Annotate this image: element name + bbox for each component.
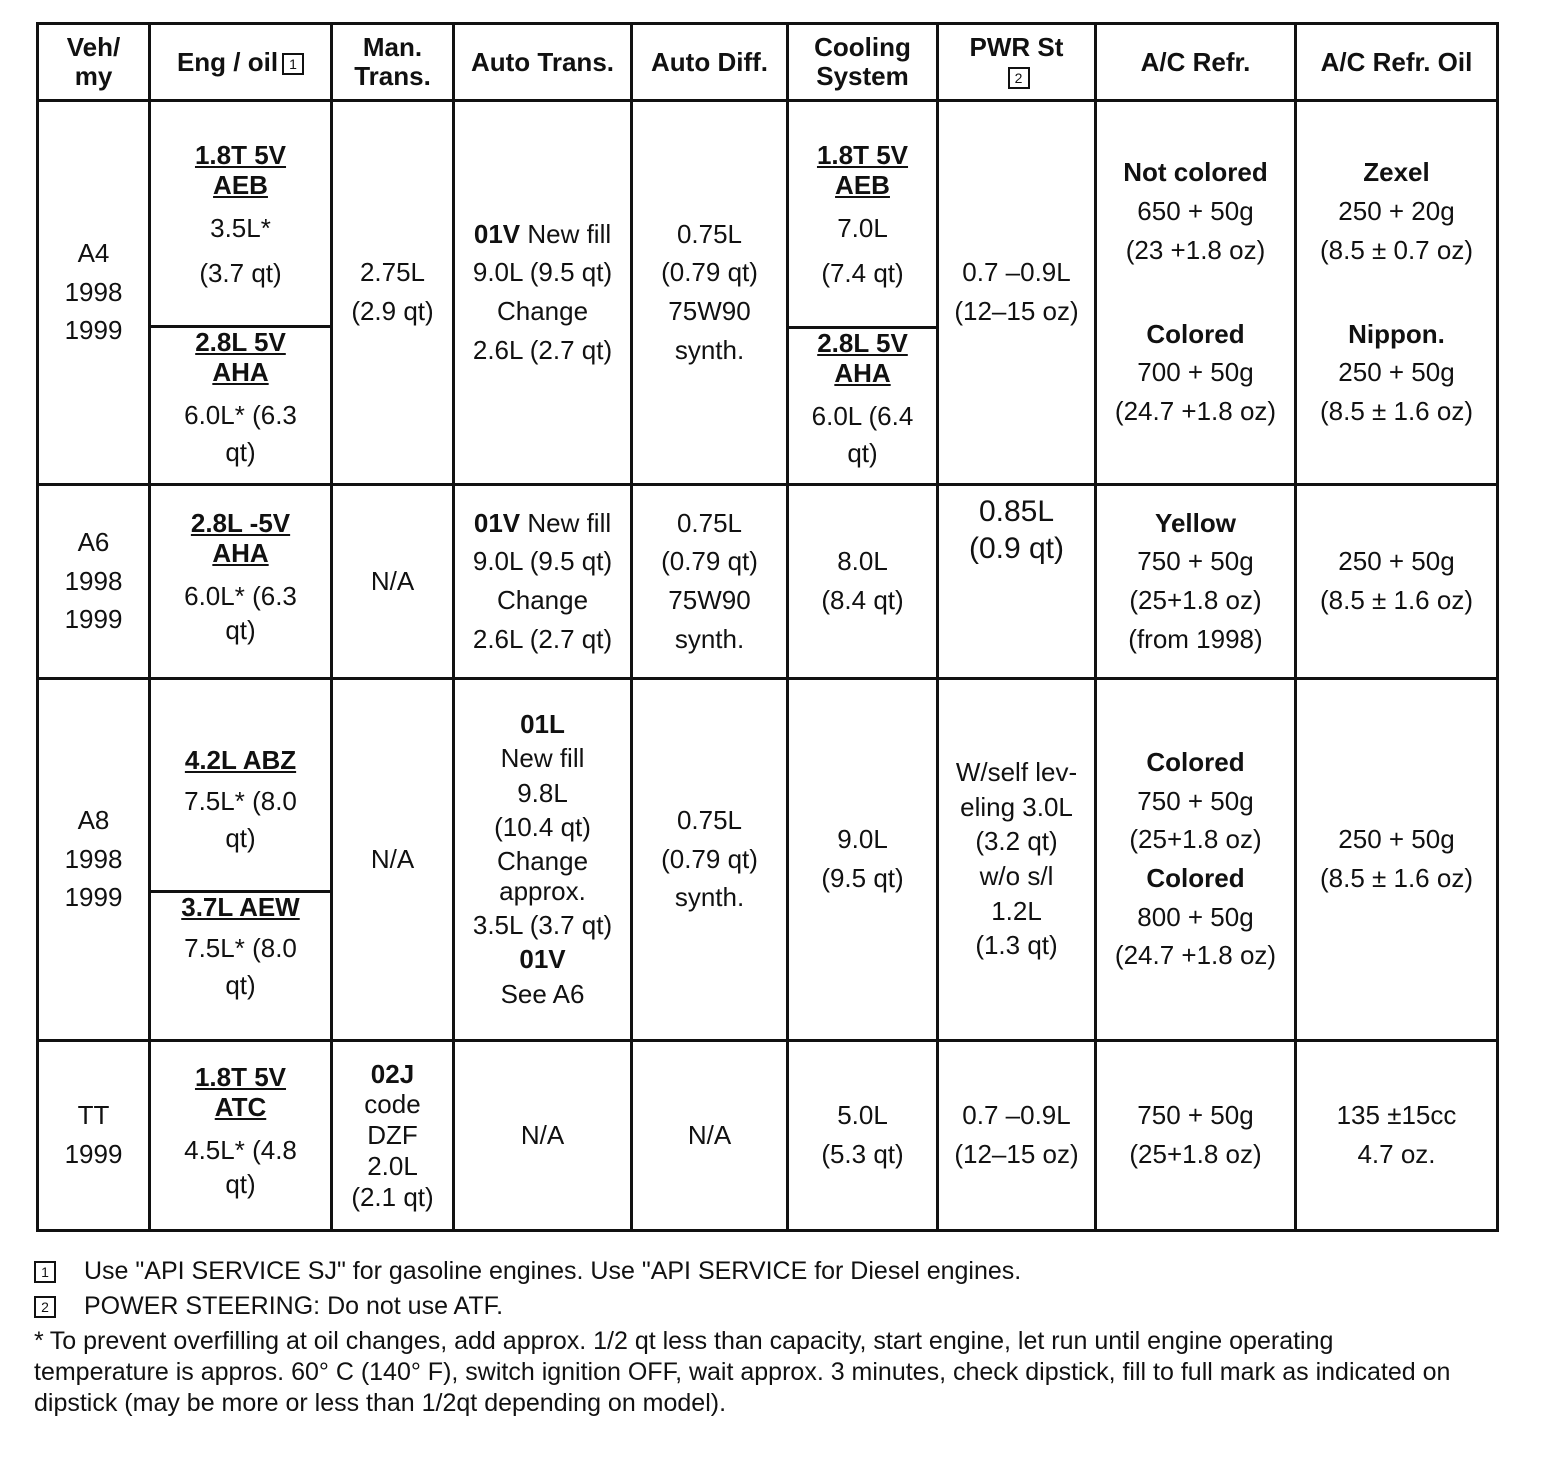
footnotes xyxy=(34,1256,1454,1423)
header-ac-refr-oil: A/C Refr. Oil xyxy=(1296,24,1498,101)
cell-pwr-st: 0.7 –0.9L (12–15 oz) xyxy=(938,1041,1096,1231)
cell-man-trans: N/A xyxy=(332,485,454,679)
cell-auto-diff: 0.75L (0.79 qt) 75W90 synth. xyxy=(632,485,788,679)
cell-pwr-st: W/self lev- eling 3.0L (3.2 qt) w/o s/l 1.2L (1.3 qt) xyxy=(938,679,1096,1041)
table-row-a6 xyxy=(38,485,1498,679)
header-auto-trans: Auto Trans. xyxy=(454,24,632,101)
cell-man-trans: N/A xyxy=(332,679,454,1041)
cell-eng-oil xyxy=(150,101,332,485)
cell-auto-trans: 01V New fill 9.0L (9.5 qt) Change 2.6L (2.7 qt) xyxy=(454,485,632,679)
cell-eng-oil: 1.8T 5V ATC 4.5L* (4.8 qt) xyxy=(150,1041,332,1231)
cell-ac-refr-oil: Zexel 250 + 20g (8.5 ± 0.7 oz) Nippon. 250 + 50g (8.5 ± 1.6 oz) xyxy=(1296,101,1498,485)
asterisk-marker: * xyxy=(34,1327,44,1355)
cell-ac-refr: Colored 750 + 50g (25+1.8 oz) Colored 800 + 50g (24.7 +1.8 oz) xyxy=(1096,679,1296,1041)
cell-auto-diff: 0.75L (0.79 qt) synth. xyxy=(632,679,788,1041)
cell-eng-oil: 2.8L -5V AHA 6.0L* (6.3 qt) xyxy=(150,485,332,679)
footnote-2: 2 POWER STEERING: Do not use ATF. xyxy=(34,1291,1454,1322)
engine-4-2l: 4.2L ABZ 7.5L* (8.0 qt) xyxy=(151,714,330,893)
cell-auto-trans: 01V New fill 9.0L (9.5 qt) Change 2.6L (2.7 qt) xyxy=(454,101,632,485)
cooling-2-8l: 2.8L 5V AHA 6.0L (6.4 qt) xyxy=(811,327,914,469)
cell-ac-refr: Yellow 750 + 50g (25+1.8 oz) (from 1998) xyxy=(1096,485,1296,679)
table-row-a4 xyxy=(38,101,1498,485)
cell-veh: A8 1998 1999 xyxy=(38,679,150,1041)
cell-ac-refr-oil: 135 ±15cc 4.7 oz. xyxy=(1296,1041,1498,1231)
header-eng-oil: Eng / oil 1 xyxy=(150,24,332,101)
header-man-trans: Man. Trans. xyxy=(332,24,454,101)
footnote-2-icon: 2 xyxy=(1008,67,1030,89)
cell-cooling xyxy=(788,101,938,485)
cell-cooling: 9.0L (9.5 qt) xyxy=(788,679,938,1041)
engine-1-8t: 1.8T 5V AEB 3.5L* (3.7 qt) xyxy=(151,113,330,328)
cell-auto-diff: 0.75L (0.79 qt) 75W90 synth. xyxy=(632,101,788,485)
cell-veh: A6 1998 1999 xyxy=(38,485,150,679)
footnote-1-marker-icon: 1 xyxy=(34,1261,56,1283)
cooling-1-8t: 1.8T 5V AEB 7.0L (7.4 qt) xyxy=(789,112,936,329)
cell-auto-trans: 01L New fill 9.8L (10.4 qt) Change approx. 3.5L (3.7 qt) 01V See A6 xyxy=(454,679,632,1041)
cell-veh: A4 1998 1999 xyxy=(38,101,150,485)
cell-ac-refr-oil: 250 + 50g (8.5 ± 1.6 oz) xyxy=(1296,485,1498,679)
table-row-a8 xyxy=(38,679,1498,1041)
header-cooling-system: Cooling System xyxy=(788,24,938,101)
footnote-asterisk: * To prevent overfilling at oil changes, add approx. 1/2 qt less than capacity, start engine, let run until engine operating temperature is appros. 60° C (140° F), switch ignition OFF, wait approx. 3 minutes, check dipstick, fill to full mark as indicated on dipstick (may be more or less than 1/2qt depending on model). xyxy=(34,1327,1451,1417)
header-veh: Veh/ my xyxy=(38,24,150,101)
header-row xyxy=(38,24,1498,101)
cell-eng-oil xyxy=(150,679,332,1041)
engine-3-7l: 3.7L AEW 7.5L* (8.0 qt) xyxy=(181,891,300,1001)
cell-pwr-st: 0.7 –0.9L (12–15 oz) xyxy=(938,101,1096,485)
cell-ac-refr: Not colored 650 + 50g (23 +1.8 oz) Colored 700 + 50g (24.7 +1.8 oz) xyxy=(1096,101,1296,485)
cell-ac-refr-oil: 250 + 50g (8.5 ± 1.6 oz) xyxy=(1296,679,1498,1041)
cell-ac-refr: 750 + 50g (25+1.8 oz) xyxy=(1096,1041,1296,1231)
header-ac-refr: A/C Refr. xyxy=(1096,24,1296,101)
cell-auto-diff: N/A xyxy=(632,1041,788,1231)
cell-auto-trans: N/A xyxy=(454,1041,632,1231)
table-row-tt xyxy=(38,1041,1498,1231)
cell-cooling: 5.0L (5.3 qt) xyxy=(788,1041,938,1231)
footnote-1: 1 Use "API SERVICE SJ" for gasoline engines. Use "API SERVICE for Diesel engines. xyxy=(34,1256,1454,1287)
cell-veh: TT 1999 xyxy=(38,1041,150,1231)
header-auto-diff: Auto Diff. xyxy=(632,24,788,101)
header-pwr-st: PWR St 2 xyxy=(938,24,1096,101)
fluid-capacity-table xyxy=(36,22,1499,1232)
footnote-2-marker-icon: 2 xyxy=(34,1296,56,1318)
footnote-1-icon: 1 xyxy=(282,53,304,75)
engine-2-8l: 2.8L 5V AHA 6.0L* (6.3 qt) xyxy=(184,326,297,468)
cell-man-trans: 2.75L (2.9 qt) xyxy=(332,101,454,485)
cell-cooling: 8.0L (8.4 qt) xyxy=(788,485,938,679)
cell-pwr-st: 0.85L (0.9 qt) xyxy=(938,485,1096,679)
cell-man-trans: 02J code DZF 2.0L (2.1 qt) xyxy=(332,1041,454,1231)
